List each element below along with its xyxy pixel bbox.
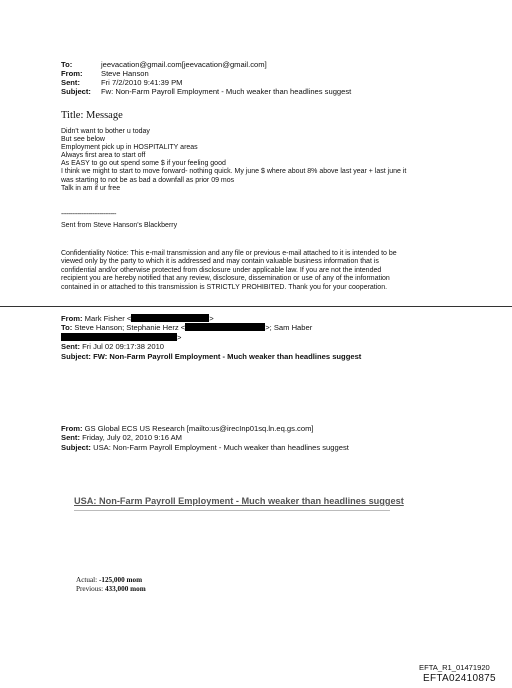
- forward-subject-label: Subject:: [61, 352, 91, 361]
- body-line: was starting to not be as bad a downfall as prior 09 mos: [61, 176, 235, 184]
- original-from-row: [61, 424, 349, 433]
- sent-label: Sent:: [61, 78, 80, 87]
- sent-value: Fri 7/2/2010 9:41:39 PM: [101, 78, 183, 87]
- subject-value: Fw: Non-Farm Payroll Employment - Much weaker than headlines suggest: [101, 87, 352, 96]
- forward-subject-row: [61, 352, 361, 361]
- message-title: Title: Message: [61, 110, 123, 121]
- previous-label: Previous:: [76, 585, 104, 593]
- actual-row: [76, 576, 146, 585]
- forward-from-tail: >: [209, 314, 214, 323]
- to-label: To:: [61, 60, 73, 69]
- body-line: I think we might to start to move forward- nothing quick. My june $ where about 8% above last year + last june it: [61, 168, 407, 176]
- confidentiality-notice: [61, 250, 461, 292]
- subject-label: Subject:: [61, 87, 91, 96]
- forward-to-continuation: [61, 333, 181, 342]
- forward-to-label: To:: [61, 323, 73, 332]
- original-subject-row: [61, 443, 349, 452]
- payroll-stats: [76, 576, 146, 594]
- body-line: Always first area to start off: [61, 152, 146, 160]
- original-subject-label: Subject:: [61, 442, 91, 452]
- original-subject-value: USA: Non-Farm Payroll Employment - Much weaker than headlines suggest: [93, 442, 349, 452]
- body-line: But see below: [61, 136, 105, 144]
- original-sent-value: Friday, July 02, 2010 9:16 AM: [82, 433, 183, 443]
- forward-from-row: [61, 314, 214, 323]
- previous-row: [76, 585, 146, 594]
- confidentiality-line: recipient you are hereby notified that any review, disclosure, dissemination or use of any of the information: [61, 275, 390, 283]
- report-headline-link[interactable]: USA: Non-Farm Payroll Employment - Much weaker than headlines suggest: [74, 496, 404, 506]
- forward-sent-label: Sent:: [61, 342, 80, 351]
- original-from-value: GS Global ECS US Research [mailto:us@irecInp01sq.ln.eq.gs.com]: [84, 424, 314, 433]
- body-line: As EASY to go out spend some $ if your feeling good: [61, 160, 226, 168]
- header-from-row: [61, 69, 149, 78]
- forward-to-tail: >; Sam Haber: [265, 323, 313, 332]
- body-line: Didn't want to bother u today: [61, 128, 150, 135]
- body-line: Talk in am if ur free: [61, 184, 121, 192]
- forward-sent-value: Fri Jul 02 09:17:38 2010: [82, 342, 165, 351]
- body-line: Employment pick up in HOSPITALITY areas: [61, 144, 198, 152]
- section-divider: [0, 306, 512, 307]
- original-header: [61, 424, 349, 452]
- header-subject-row: [61, 87, 351, 96]
- actual-label: Actual:: [76, 576, 98, 584]
- signature-line: Sent from Steve Hanson's Blackberry: [61, 222, 178, 229]
- forward-to-line2-tail: >: [177, 333, 182, 342]
- forward-from-value: Mark Fisher <: [84, 314, 132, 323]
- confidentiality-line: confidential and/or otherwise protected from disclosure under applicable law. If you are not the intended: [61, 266, 382, 274]
- confidentiality-line: viewed only by the party to which it is addressed and may contain valuable business information that is: [61, 258, 379, 266]
- signature-separator: ------------------------------: [61, 211, 116, 218]
- from-label: From:: [61, 69, 83, 78]
- actual-value: -125,000 mom: [98, 576, 143, 584]
- confidentiality-line: Confidentiality Notice: This e-mail transmission and any file or previous e-mail attached to it is intended to be: [61, 250, 397, 257]
- to-value: jeevacation@gmail.com[jeevacation@gmail.com]: [101, 60, 267, 69]
- previous-value: 433,000 mom: [104, 585, 146, 593]
- header-to-row: [61, 60, 267, 69]
- forward-to-row: [61, 323, 312, 332]
- forward-sent-row: [61, 342, 164, 351]
- forward-to-value: Steve Hanson; Stephanie Herz <: [74, 323, 186, 332]
- message-body: [61, 128, 461, 193]
- original-sent-row: [61, 433, 349, 442]
- header-sent-row: [61, 78, 182, 87]
- headline-underline-shadow: [74, 510, 390, 511]
- original-sent-label: Sent:: [61, 433, 80, 443]
- redaction-bar: [131, 314, 209, 322]
- from-value: Steve Hanson: [101, 69, 149, 78]
- forward-from-label: From:: [61, 314, 83, 323]
- redaction-bar: [185, 323, 265, 331]
- redaction-bar: [61, 333, 177, 341]
- bates-number-small: EFTA_R1_01471920: [419, 663, 490, 672]
- original-from-label: From:: [61, 424, 83, 433]
- bates-number-large: EFTA02410875: [423, 673, 496, 684]
- confidentiality-line: contained in or attached to this transmission is STRICTLY PROHIBITED. Thank you for your cooperation.: [61, 283, 388, 291]
- forward-subject-value: FW: Non-Farm Payroll Employment - Much weaker than headlines suggest: [93, 352, 362, 361]
